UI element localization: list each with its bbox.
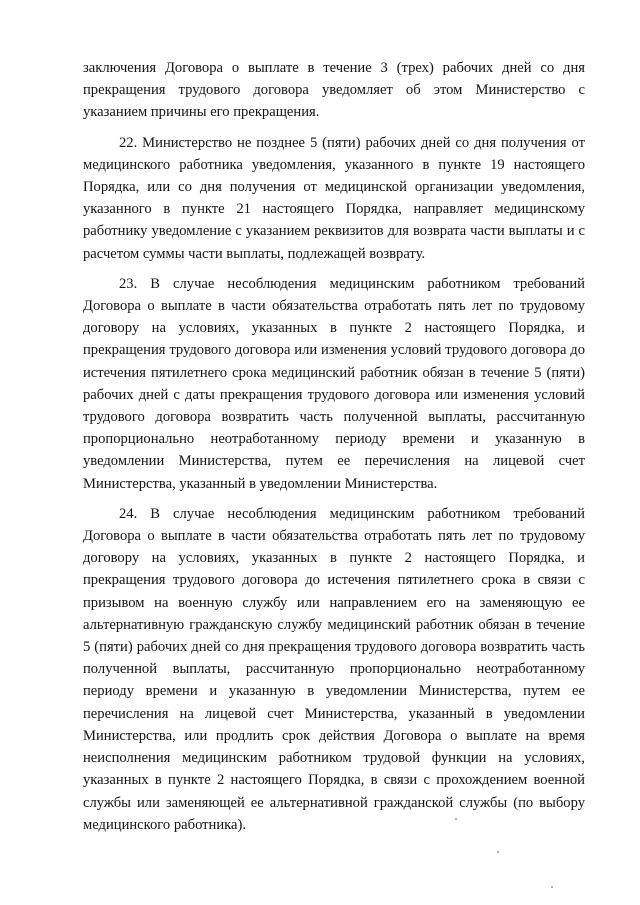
scan-speck xyxy=(551,886,553,888)
paragraph-23: 23. В случае несоблюдения медицинским работником требований Договора о выплате в части обязательства отработать пять лет по трудовому договору на условиях, указанных в пункте 2 настоящего Порядка, и прекращения трудового договора или изменения условий трудового договора до истечения пятилетнего срока медицинский работник обязан в течение 5 (пяти) рабочих дней с даты прекращения трудового договора или изменения условий трудового договора возвратить часть полученной выплаты, рассчитанную пропорционально неотработанному периоду времени и указанную в уведомлении Министерства, путем ее перечисления на лицевой счет Министерства, указанный в уведомлении Министерства. xyxy=(83,275,585,492)
scan-speck xyxy=(455,818,457,820)
scan-speck xyxy=(497,851,499,853)
paragraph-24: 24. В случае несоблюдения медицинским работником требований Договора о выплате в части обязательства отработать пять лет по трудовому договору на условиях, указанных в пункте 2 настоящего Порядка, и прекращения трудового договора до истечения пятилетнего срока в связи с призывом на военную службу или направлением его на заменяющую ее альтернативную гражданскую службу медицинский работник обязан в течение 5 (пяти) рабочих дней со дня прекращения трудового договора возвратить часть полученной выплаты, рассчитанную пропорционально неотработанному периоду времени и указанную в уведомлении Министерства, путем ее перечисления на лицевой счет Министерства, указанный в уведомлении Министерства, или продлить срок действия Договора о выплате на время неисполнения медицинским работником трудовой функции на условиях, указанных в пункте 2 настоящего Порядка, в связи с прохождением военной службы или заменяющей ее альтернативной гражданской службы (по выбору медицинского работника). xyxy=(83,505,585,833)
paragraph-22: 22. Министерство не позднее 5 (пяти) рабочих дней со дня получения от медицинского работника уведомления, указанного в пункте 19 настоящего Порядка, или со дня получения от медицинской организации уведомления, указанного в пункте 21 настоящего Порядка, направляет медицинскому работнику уведомление с указанием реквизитов для возврата части выплаты и с расчетом суммы части выплаты, подлежащей возврату. xyxy=(83,134,585,262)
paragraph-continuation: заключения Договора о выплате в течение 3 (трех) рабочих дней со дня прекращения трудового договора уведомляет об этом Министерство с указанием причины его прекращения. xyxy=(83,60,585,121)
document-body xyxy=(83,57,585,844)
